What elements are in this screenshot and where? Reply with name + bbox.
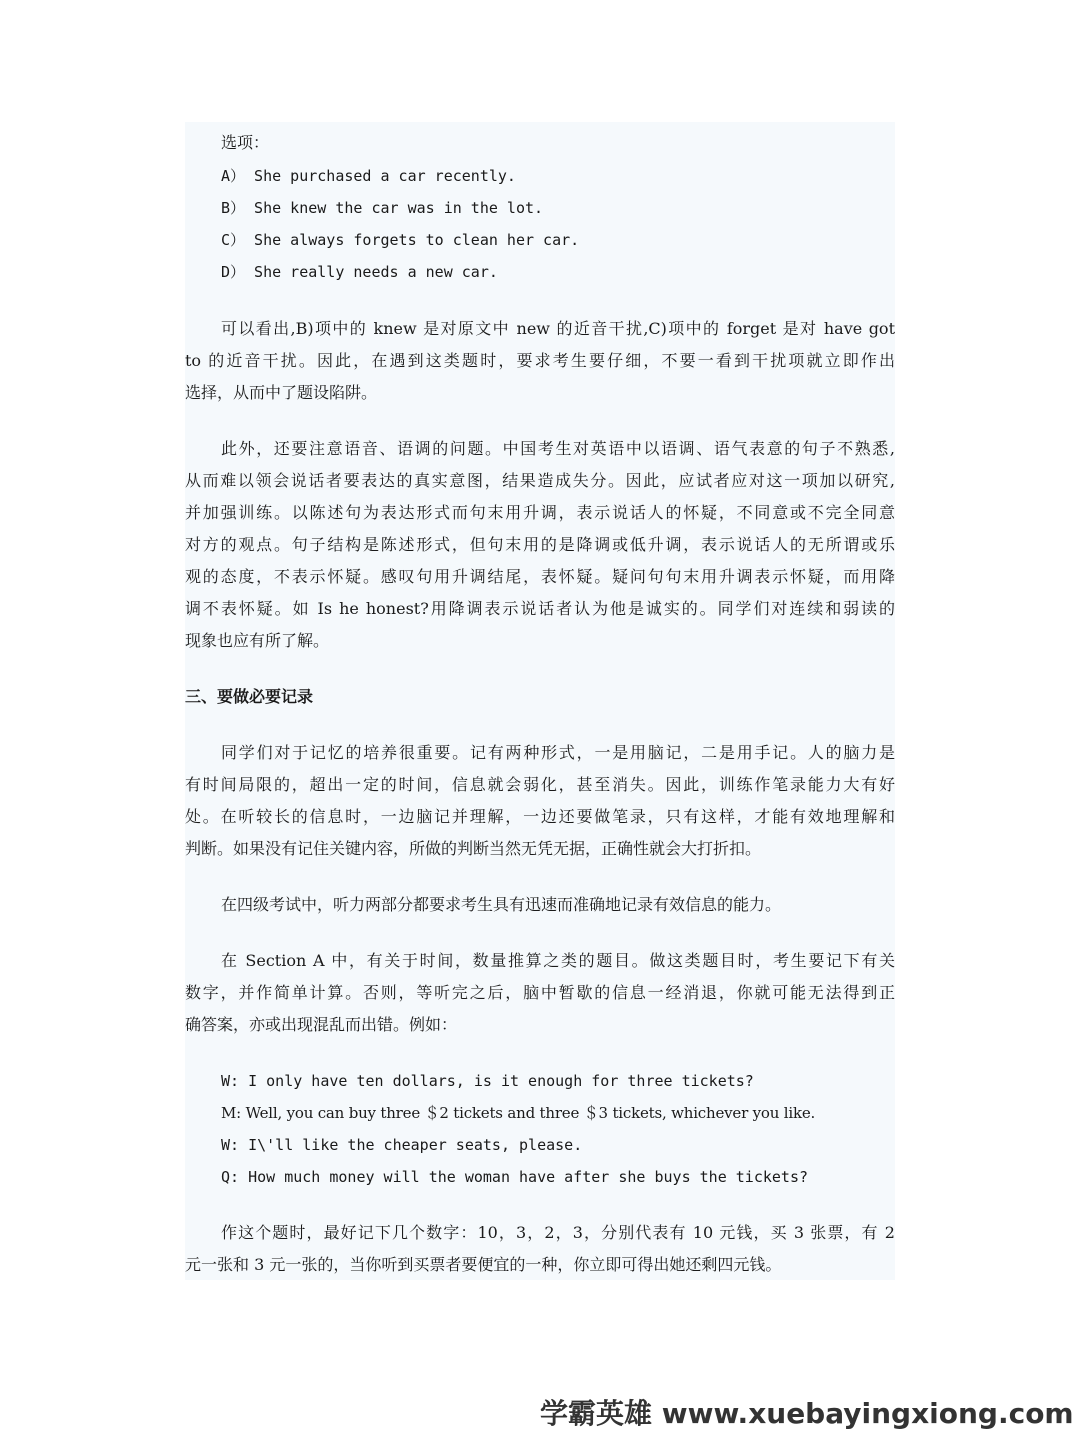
paragraph-line: 选择，从而中了题设陷阱。 [185, 383, 378, 402]
paragraph-line: 作这个题时，最好记下几个数字：10，3，2，3，分别代表有 10 元钱，买 3 张票，有 2 [221, 1223, 895, 1242]
paragraph-line: 可以看出,B)项中的 knew 是对原文中 new 的近音干扰,C)项中的 forget 是对 have got [221, 319, 895, 338]
dialog-line: W: I\'ll like the cheaper seats, please. [221, 1136, 583, 1154]
option-d: D） She really needs a new car. [221, 263, 498, 281]
paragraph-line: 处。在听较长的信息时，一边脑记并理解，一边还要做笔录，只有这样，才能有效地理解和 [185, 807, 895, 826]
paragraph-line: 在四级考试中，听力两部分都要求考生具有迅速而准确地记录有效信息的能力。 [221, 895, 782, 914]
paragraph-line: 从而难以领会说话者要表达的真实意图，结果造成失分。因此，应试者应对这一项加以研究, [185, 471, 895, 490]
paragraph-line: 此外，还要注意语音、语调的问题。中国考生对英语中以语调、语气表意的句子不熟悉, [221, 439, 895, 458]
document-body [185, 122, 895, 1280]
paragraph-line: 调不表怀疑。如 Is he honest?用降调表示说话者认为他是诚实的。同学们对连续和弱读的 [185, 599, 895, 618]
footer-watermark: 学霸英雄 www.xuebayingxiong.com [540, 1397, 1074, 1430]
paragraph-line: 元一张和 3 元一张的，当你听到买票者要便宜的一种，你立即可得出她还剩四元钱。 [185, 1255, 782, 1274]
paragraph-line: 观的态度，不表示怀疑。感叹句用升调结尾，表怀疑。疑问句句末用升调表示怀疑，而用降 [185, 567, 895, 586]
paragraph-line: 有时间局限的，超出一定的时间，信息就会弱化，甚至消失。因此，训练作笔录能力大有好 [185, 775, 895, 794]
option-c: C） She always forgets to clean her car. [221, 231, 580, 249]
paragraph-line: 在 Section A 中，有关于时间，数量推算之类的题目。做这类题目时，考生要记下有关 [221, 951, 895, 970]
paragraph-line: to 的近音干扰。因此，在遇到这类题时，要求考生要仔细，不要一看到干扰项就立即作出 [185, 351, 895, 370]
option-b: B） She knew the car was in the lot. [221, 199, 544, 217]
option-a: A） She purchased a car recently. [221, 167, 516, 185]
dialog-line: Q: How much money will the woman have after she buys the tickets? [221, 1168, 808, 1186]
paragraph-line: 判断。如果没有记住关键内容，所做的判断当然无凭无据，正确性就会大打折扣。 [185, 839, 762, 858]
paragraph-line: 并加强训练。以陈述句为表达形式而句末用升调，表示说话人的怀疑，不同意或不完全同意 [185, 503, 895, 522]
dialog-line: M: Well, you can buy three ＄2 tickets and three ＄3 tickets, whichever you like. [221, 1104, 816, 1122]
paragraph-line: 对方的观点。句子结构是陈述形式，但句末用的是降调或低升调，表示说话人的无所谓或乐 [185, 535, 895, 554]
options-label: 选项： [221, 133, 270, 152]
paragraph-line: 现象也应有所了解。 [185, 631, 330, 650]
section-heading: 三、要做必要记录 [185, 687, 314, 706]
paragraph-line: 确答案，亦或出现混乱而出错。例如： [185, 1015, 458, 1034]
paragraph-line: 同学们对于记忆的培养很重要。记有两种形式，一是用脑记，二是用手记。人的脑力是 [221, 743, 895, 762]
dialog-line: W: I only have ten dollars, is it enough for three tickets? [221, 1072, 754, 1090]
paragraph-line: 数字，并作简单计算。否则，等听完之后，脑中暂歇的信息一经消退，你就可能无法得到正 [185, 983, 895, 1002]
